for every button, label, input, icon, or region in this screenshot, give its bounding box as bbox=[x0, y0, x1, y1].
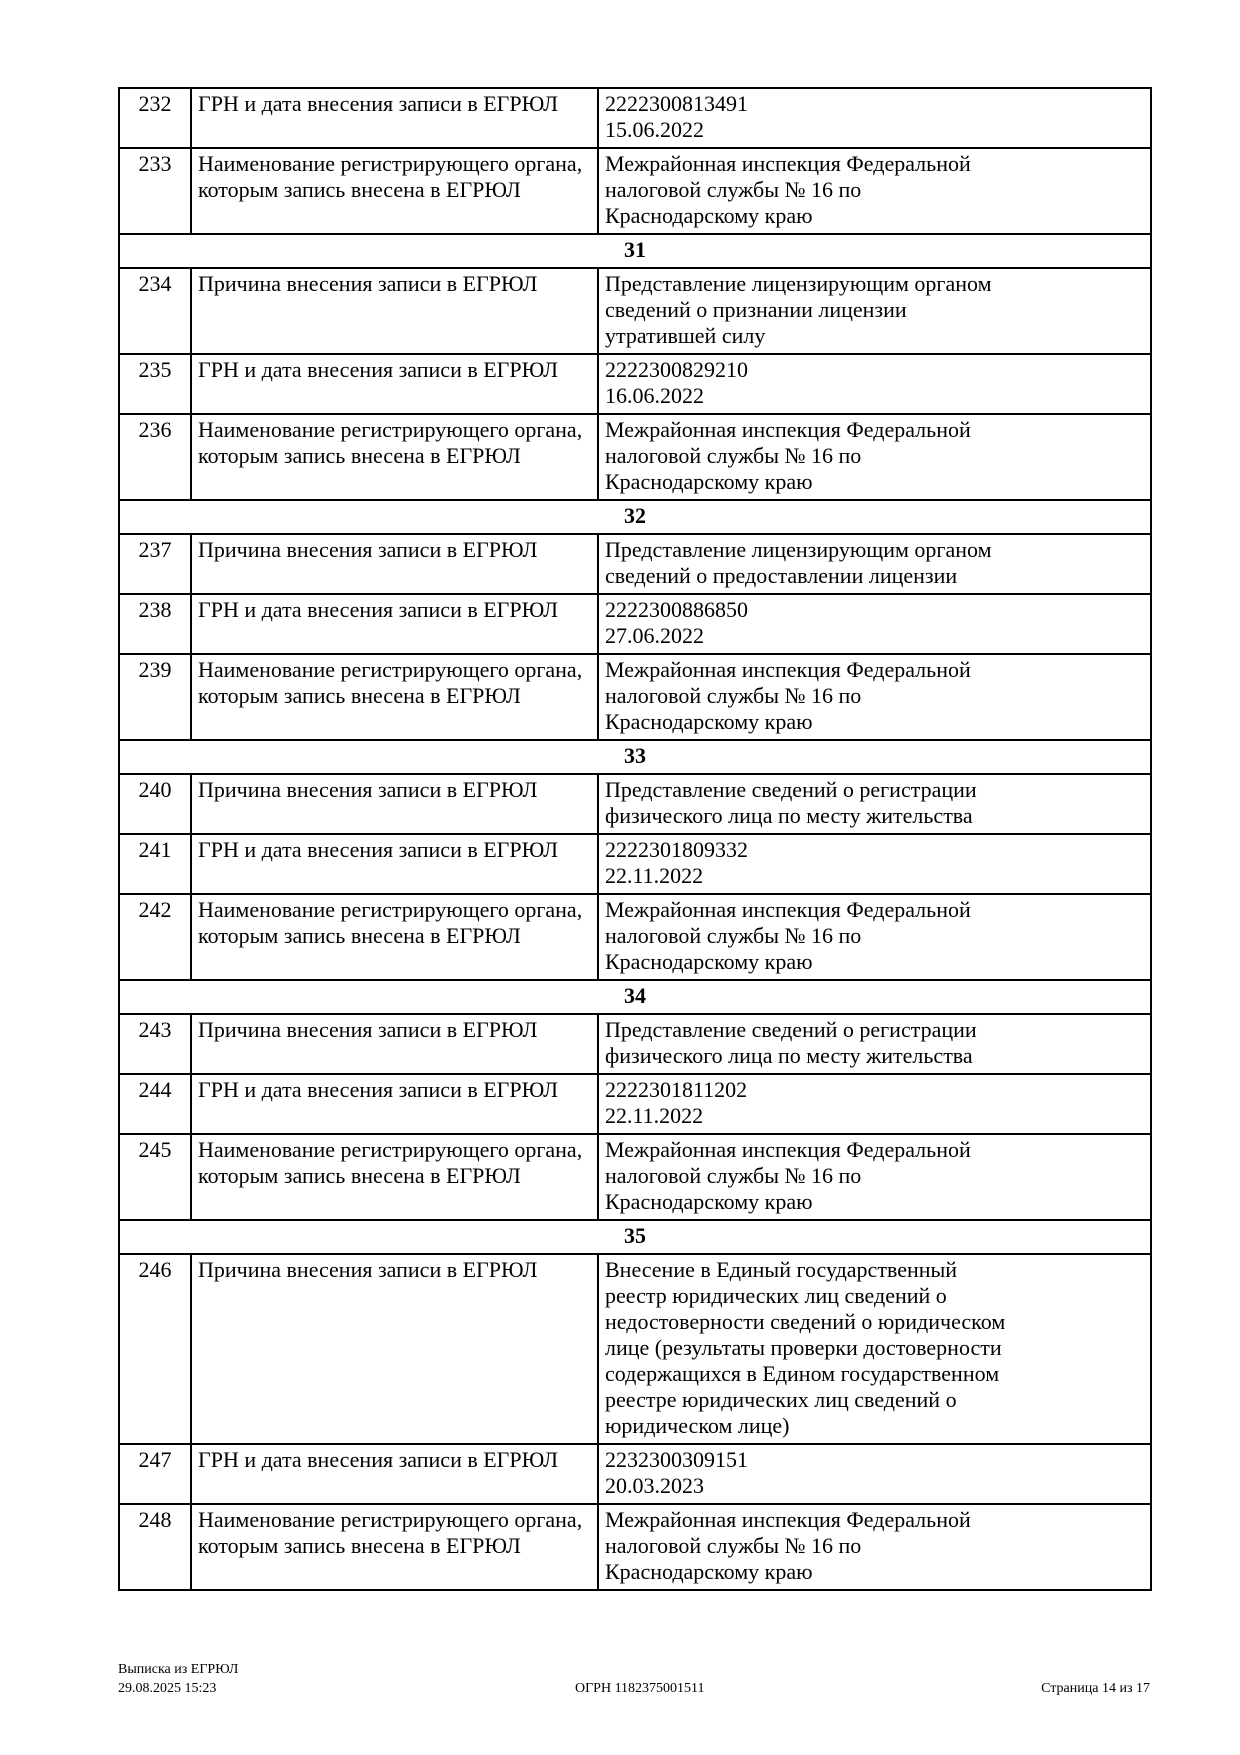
value-line: 20.03.2023 bbox=[605, 1473, 704, 1498]
field-name-cell: ГРН и дата внесения записи в ЕГРЮЛ bbox=[191, 1074, 598, 1134]
value-line: налоговой службы № 16 по bbox=[605, 923, 862, 948]
value-cell bbox=[598, 354, 1151, 414]
value-line: лице (результаты проверки достоверности bbox=[605, 1335, 1002, 1360]
value-line: Краснодарскому краю bbox=[605, 709, 813, 734]
value-line: 2222300813491 bbox=[605, 91, 748, 116]
field-name-cell: ГРН и дата внесения записи в ЕГРЮЛ bbox=[191, 834, 598, 894]
table-row bbox=[119, 354, 1151, 414]
row-number-cell: 239 bbox=[119, 654, 191, 740]
footer-doc-title: Выписка из ЕГРЮЛ bbox=[118, 1662, 239, 1677]
value-cell bbox=[598, 414, 1151, 500]
value-line: недостоверности сведений о юридическом bbox=[605, 1309, 1006, 1334]
row-number-cell: 233 bbox=[119, 148, 191, 234]
section-row bbox=[119, 500, 1151, 534]
footer-ogrn: ОГРН 1182375001511 bbox=[574, 1681, 705, 1696]
field-name-cell: ГРН и дата внесения записи в ЕГРЮЛ bbox=[191, 1444, 598, 1504]
value-cell bbox=[598, 1444, 1151, 1504]
section-row bbox=[119, 234, 1151, 268]
value-line: Внесение в Единый государственный bbox=[605, 1257, 958, 1282]
value-line: Межрайонная инспекция Федеральной bbox=[605, 1507, 971, 1532]
row-number-cell: 242 bbox=[119, 894, 191, 980]
table-row bbox=[119, 774, 1151, 834]
footer-left bbox=[118, 1660, 238, 1698]
page-footer bbox=[118, 1660, 1150, 1698]
value-cell bbox=[598, 594, 1151, 654]
field-name-cell: Наименование регистрирующего органа, которым запись внесена в ЕГРЮЛ bbox=[191, 148, 598, 234]
value-cell bbox=[598, 1014, 1151, 1074]
row-number-cell: 243 bbox=[119, 1014, 191, 1074]
value-cell bbox=[598, 88, 1151, 148]
row-number-cell: 245 bbox=[119, 1134, 191, 1220]
value-line: 2222301811202 bbox=[605, 1077, 748, 1102]
value-cell bbox=[598, 894, 1151, 980]
value-line: Межрайонная инспекция Федеральной bbox=[605, 657, 971, 682]
value-line: 22.11.2022 bbox=[605, 863, 704, 888]
value-cell bbox=[598, 534, 1151, 594]
value-line: 2232300309151 bbox=[605, 1447, 748, 1472]
section-number: 34 bbox=[119, 980, 1151, 1014]
value-cell bbox=[598, 654, 1151, 740]
value-line: физического лица по месту жительства bbox=[605, 803, 973, 828]
footer-datetime: 29.08.2025 15:23 bbox=[118, 1681, 217, 1696]
table-row bbox=[119, 1134, 1151, 1220]
field-name-cell: Причина внесения записи в ЕГРЮЛ bbox=[191, 774, 598, 834]
value-line: Межрайонная инспекция Федеральной bbox=[605, 417, 971, 442]
value-line: Представление лицензирующим органом bbox=[605, 271, 992, 296]
field-name-cell: Причина внесения записи в ЕГРЮЛ bbox=[191, 268, 598, 354]
table-row bbox=[119, 1254, 1151, 1444]
value-line: налоговой службы № 16 по bbox=[605, 1163, 862, 1188]
value-cell bbox=[598, 1134, 1151, 1220]
value-line: Межрайонная инспекция Федеральной bbox=[605, 151, 971, 176]
footer-page-number: Страница 14 из 17 bbox=[1041, 1681, 1150, 1696]
value-line: налоговой службы № 16 по bbox=[605, 177, 862, 202]
field-name-cell: Наименование регистрирующего органа, которым запись внесена в ЕГРЮЛ bbox=[191, 894, 598, 980]
row-number-cell: 237 bbox=[119, 534, 191, 594]
value-line: Межрайонная инспекция Федеральной bbox=[605, 1137, 971, 1162]
value-line: сведений о предоставлении лицензии bbox=[605, 563, 958, 588]
field-name-cell: Причина внесения записи в ЕГРЮЛ bbox=[191, 1254, 598, 1444]
value-line: Межрайонная инспекция Федеральной bbox=[605, 897, 971, 922]
table-row bbox=[119, 1014, 1151, 1074]
field-name-cell: Наименование регистрирующего органа, которым запись внесена в ЕГРЮЛ bbox=[191, 414, 598, 500]
row-number-cell: 235 bbox=[119, 354, 191, 414]
value-line: Краснодарскому краю bbox=[605, 469, 813, 494]
value-line: реестр юридических лиц сведений о bbox=[605, 1283, 947, 1308]
value-line: 27.06.2022 bbox=[605, 623, 704, 648]
field-name-cell: Наименование регистрирующего органа, которым запись внесена в ЕГРЮЛ bbox=[191, 1504, 598, 1590]
section-number: 35 bbox=[119, 1220, 1151, 1254]
table-row bbox=[119, 654, 1151, 740]
field-name-cell: Наименование регистрирующего органа, которым запись внесена в ЕГРЮЛ bbox=[191, 654, 598, 740]
value-line: Краснодарскому краю bbox=[605, 1189, 813, 1214]
table-row bbox=[119, 268, 1151, 354]
field-name-cell: Причина внесения записи в ЕГРЮЛ bbox=[191, 534, 598, 594]
egrul-table bbox=[118, 87, 1152, 1591]
value-line: налоговой службы № 16 по bbox=[605, 443, 862, 468]
value-cell bbox=[598, 1254, 1151, 1444]
value-line: 15.06.2022 bbox=[605, 117, 704, 142]
value-line: налоговой службы № 16 по bbox=[605, 683, 862, 708]
value-cell bbox=[598, 834, 1151, 894]
field-name-cell: ГРН и дата внесения записи в ЕГРЮЛ bbox=[191, 88, 598, 148]
value-line: Краснодарскому краю bbox=[605, 949, 813, 974]
value-cell bbox=[598, 148, 1151, 234]
value-cell bbox=[598, 1504, 1151, 1590]
table-row bbox=[119, 594, 1151, 654]
section-number: 32 bbox=[119, 500, 1151, 534]
field-name-cell: Причина внесения записи в ЕГРЮЛ bbox=[191, 1014, 598, 1074]
row-number-cell: 246 bbox=[119, 1254, 191, 1444]
section-row bbox=[119, 980, 1151, 1014]
value-line: Краснодарскому краю bbox=[605, 203, 813, 228]
value-line: Краснодарскому краю bbox=[605, 1559, 813, 1584]
row-number-cell: 241 bbox=[119, 834, 191, 894]
value-line: сведений о признании лицензии bbox=[605, 297, 907, 322]
table-row bbox=[119, 148, 1151, 234]
table-row bbox=[119, 1444, 1151, 1504]
row-number-cell: 244 bbox=[119, 1074, 191, 1134]
value-line: содержащихся в Едином государственном bbox=[605, 1361, 1000, 1386]
value-line: утратившей силу bbox=[605, 323, 766, 348]
value-line: Представление лицензирующим органом bbox=[605, 537, 992, 562]
row-number-cell: 236 bbox=[119, 414, 191, 500]
row-number-cell: 234 bbox=[119, 268, 191, 354]
table-row bbox=[119, 894, 1151, 980]
value-line: 2222300886850 bbox=[605, 597, 748, 622]
row-number-cell: 238 bbox=[119, 594, 191, 654]
value-line: 16.06.2022 bbox=[605, 383, 704, 408]
row-number-cell: 232 bbox=[119, 88, 191, 148]
table-row bbox=[119, 834, 1151, 894]
row-number-cell: 248 bbox=[119, 1504, 191, 1590]
value-cell bbox=[598, 268, 1151, 354]
table-row bbox=[119, 88, 1151, 148]
table-row bbox=[119, 1504, 1151, 1590]
value-cell bbox=[598, 1074, 1151, 1134]
value-line: юридическом лице) bbox=[605, 1413, 790, 1438]
value-line: реестре юридических лиц сведений о bbox=[605, 1387, 957, 1412]
field-name-cell: Наименование регистрирующего органа, которым запись внесена в ЕГРЮЛ bbox=[191, 1134, 598, 1220]
table-row bbox=[119, 1074, 1151, 1134]
value-line: 2222300829210 bbox=[605, 357, 748, 382]
table-row bbox=[119, 414, 1151, 500]
value-line: 22.11.2022 bbox=[605, 1103, 704, 1128]
table-row bbox=[119, 534, 1151, 594]
value-line: физического лица по месту жительства bbox=[605, 1043, 973, 1068]
section-row bbox=[119, 1220, 1151, 1254]
value-line: Представление сведений о регистрации bbox=[605, 777, 977, 802]
row-number-cell: 247 bbox=[119, 1444, 191, 1504]
egrul-table-body bbox=[119, 88, 1151, 1590]
section-number: 33 bbox=[119, 740, 1151, 774]
value-line: 2222301809332 bbox=[605, 837, 748, 862]
section-row bbox=[119, 740, 1151, 774]
value-line: налоговой службы № 16 по bbox=[605, 1533, 862, 1558]
value-cell bbox=[598, 774, 1151, 834]
row-number-cell: 240 bbox=[119, 774, 191, 834]
field-name-cell: ГРН и дата внесения записи в ЕГРЮЛ bbox=[191, 594, 598, 654]
section-number: 31 bbox=[119, 234, 1151, 268]
value-line: Представление сведений о регистрации bbox=[605, 1017, 977, 1042]
field-name-cell: ГРН и дата внесения записи в ЕГРЮЛ bbox=[191, 354, 598, 414]
